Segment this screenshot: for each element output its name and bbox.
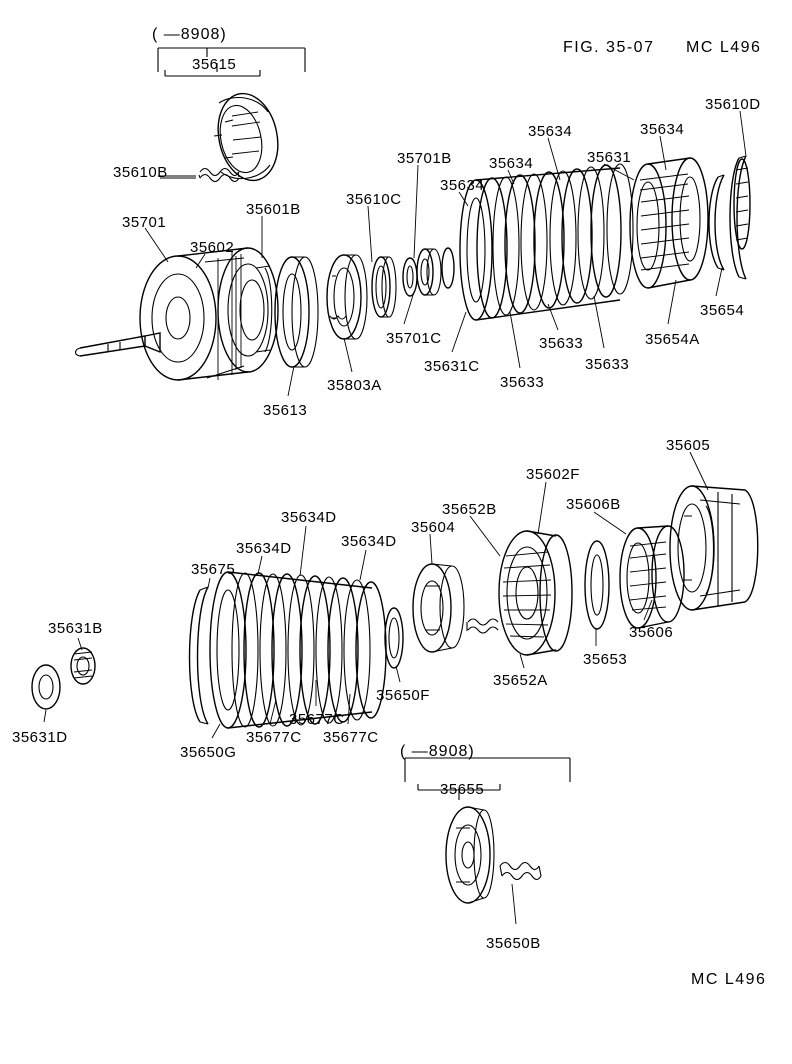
part-35654-rings [709, 156, 750, 279]
part-label-35701C: 35701C [386, 330, 442, 347]
part-label-35634D-a: 35634D [281, 509, 337, 526]
part-label-35606: 35606 [629, 624, 674, 641]
part-label-35652A: 35652A [493, 672, 548, 689]
part-label-35613: 35613 [263, 402, 308, 419]
part-label-35610B: 35610B [113, 164, 168, 181]
part-label-35604: 35604 [411, 519, 456, 536]
part-label-35602: 35602 [190, 239, 235, 256]
part-35650F-ring [385, 608, 403, 668]
figure-code-top: MC L496 [686, 39, 762, 56]
part-35650B-spring [500, 863, 541, 925]
part-label-35677C-c: 35677C [289, 711, 345, 728]
part-label-35654A: 35654A [645, 331, 700, 348]
part-label-35631D: 35631D [12, 729, 68, 746]
part-label-35631: 35631 [587, 149, 632, 166]
part-label-35634-a: 35634 [440, 177, 485, 194]
part-label-35650B: 35650B [486, 935, 541, 952]
part-label-35675: 35675 [191, 561, 236, 578]
part-label-35701: 35701 [122, 214, 167, 231]
part-35652-hub [499, 531, 572, 655]
part-35604-piston [413, 564, 498, 652]
part-label-35631C: 35631C [424, 358, 480, 375]
part-35650G-ring [210, 572, 246, 728]
part-clutch-pack-bottom [228, 572, 386, 728]
part-label-35633-c: 35633 [500, 374, 545, 391]
part-label-35701B: 35701B [397, 150, 452, 167]
part-label-35677C-a: 35677C [246, 729, 302, 746]
part-35631D-washer [32, 665, 60, 709]
part-label-35633-a: 35633 [585, 356, 630, 373]
part-label-35615: 35615 [192, 56, 237, 73]
part-35631B-washer [71, 648, 95, 684]
part-35701B-ring [403, 248, 454, 296]
part-label-35634-d: 35634 [640, 121, 685, 138]
part-label-35602F: 35602F [526, 466, 580, 483]
part-label-35803A: 35803A [327, 377, 382, 394]
part-35613-ring [275, 257, 318, 367]
part-clutch-pack-top [460, 164, 633, 320]
part-label-35606B: 35606B [566, 496, 621, 513]
part-35675-ring [190, 587, 209, 724]
part-label-35610D: 35610D [705, 96, 761, 113]
part-35655-plate [446, 807, 494, 903]
figure-code-bottom: MC L496 [691, 971, 767, 988]
part-35602-drum [140, 248, 278, 380]
part-label-35653: 35653 [583, 651, 628, 668]
figure-title: FIG. 35-07 [563, 39, 655, 56]
part-label-35634-b: 35634 [489, 155, 534, 172]
part-35701-shaft [76, 333, 161, 356]
note-bottom: ( —8908) [400, 743, 475, 760]
part-label-35655: 35655 [440, 781, 485, 798]
part-35606-ring [620, 526, 684, 628]
part-label-35654: 35654 [700, 302, 745, 319]
note-top: ( —8908) [152, 26, 227, 43]
part-label-35633-b: 35633 [539, 335, 584, 352]
part-label-35601B: 35601B [246, 201, 301, 218]
part-label-35634D-b: 35634D [236, 540, 292, 557]
part-label-35634D-c: 35634D [341, 533, 397, 550]
part-label-35652B: 35652B [442, 501, 497, 518]
part-label-35634-c: 35634 [528, 123, 573, 140]
part-label-35631B: 35631B [48, 620, 103, 637]
part-35803A-seal [327, 255, 367, 339]
part-35631-hub [630, 158, 708, 288]
part-label-35605: 35605 [666, 437, 711, 454]
part-35610C-ring [372, 257, 396, 317]
part-label-35677C-b: 35677C [323, 729, 379, 746]
part-label-35610C: 35610C [346, 191, 402, 208]
part-label-35650F: 35650F [376, 687, 430, 704]
bracket-bottom [405, 758, 570, 800]
part-35653-ring [585, 541, 609, 629]
part-label-35650G: 35650G [180, 744, 237, 761]
